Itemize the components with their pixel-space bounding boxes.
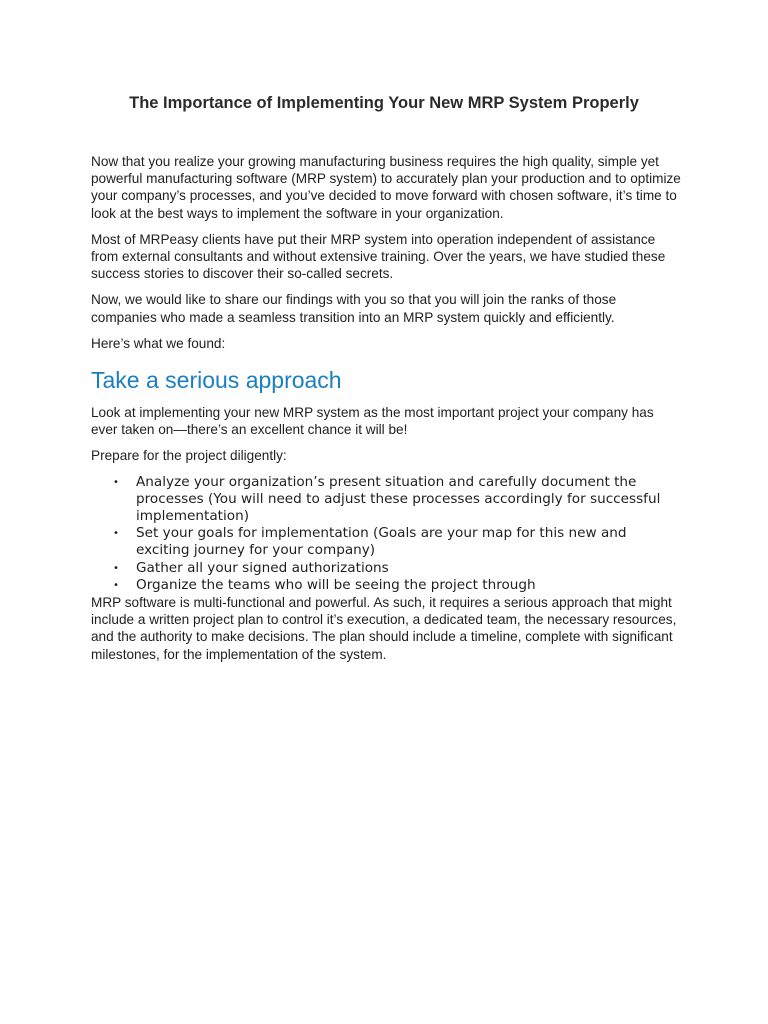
section-paragraph: Look at implementing your new MRP system as the most important project your company has ever taken on—there’s an excellent chance it will be! <box>91 405 654 438</box>
bullet-text: Gather all your signed authorizations <box>136 559 389 576</box>
bullet-text: Set your goals for implementation (Goals are your map for this new and exciting journey for your company) <box>136 525 627 559</box>
bullet-marker: • <box>113 562 119 574</box>
intro-paragraph: Here’s what we found: <box>91 335 226 351</box>
intro-paragraph: Most of MRPeasy clients have put their MRP system into operation independent of assistance from external consultants and without extensive training. Over the years, we have studied these success stories to discover their so-called secrets. <box>91 231 666 282</box>
bullet-item <box>91 525 681 559</box>
bullet-item <box>91 560 681 577</box>
bullet-marker: • <box>113 579 119 591</box>
document-title: The Importance of Implementing Your New MRP System Properly <box>129 94 639 112</box>
bullet-item <box>91 577 681 594</box>
bullet-text: Analyze your organization’s present situation and carefully document the processes (You will need to adjust these processes accordingly for successful implementation) <box>136 473 661 525</box>
intro-paragraph: Now that you realize your growing manufacturing business requires the high quality, simple yet powerful manufacturing software (MRP system) to accurately plan your production and to optimize your company’s processes, and you’ve decided to move forward with chosen software, it’s time to look at the best ways to implement the software in your organization. <box>91 154 681 221</box>
section-heading: Take a serious approach <box>91 367 342 394</box>
bullet-marker: • <box>113 528 119 540</box>
bullet-marker: • <box>113 476 119 488</box>
bullet-item <box>91 474 681 526</box>
intro-paragraph: Now, we would like to share our findings with you so that you will join the ranks of those companies who made a seamless transition into an MRP system quickly and efficiently. <box>91 292 617 325</box>
document-body <box>91 153 681 672</box>
section-paragraph: Prepare for the project diligently: <box>91 448 287 464</box>
closing-paragraph: MRP software is multi-functional and powerful. As such, it requires a serious approach that might include a written project plan to control it’s execution, a dedicated team, the necessary resources, and the authority to make decisions. The plan should include a timeline, complete with significant milestones, for the implementation of the system. <box>91 595 677 662</box>
bullet-text: Organize the teams who will be seeing the project through <box>136 576 536 593</box>
bullet-list <box>91 474 681 594</box>
